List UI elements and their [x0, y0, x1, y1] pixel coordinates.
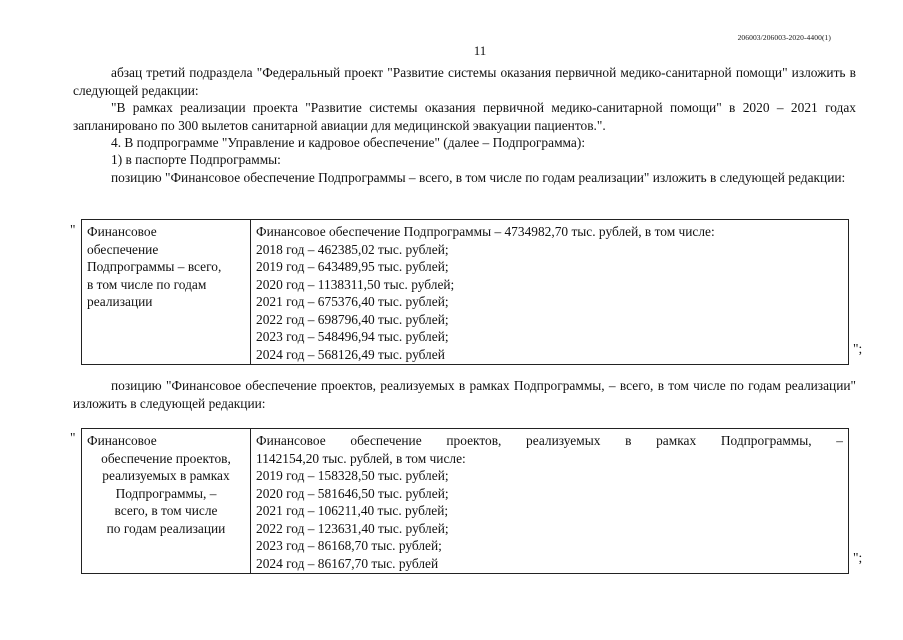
table2-year-line: 2021 год – 106211,40 тыс. рублей;	[256, 503, 449, 518]
table2-year-line: 2023 год – 86168,70 тыс. рублей;	[256, 538, 442, 553]
document-id: 206003/206003-2020-4400(1)	[737, 33, 831, 42]
table2-total-line: Финансовое обеспечение проектов, реализуемых в рамках Подпрограммы, –	[256, 433, 843, 448]
table1-label-line: Подпрограммы – всего,	[87, 259, 222, 274]
paragraph-quoted-text: "В рамках реализации проекта "Развитие системы оказания первичной медико-санитарной помощи" в 2020 – 2021 годах запланировано по 300 вылетов санитарной авиации для медицинской эвакуации пациентов.".	[73, 100, 856, 133]
table1-value-cell	[251, 220, 849, 365]
table2-label-line: по годам реализации	[106, 520, 226, 536]
table2-label-line: Финансовое	[87, 433, 157, 448]
table1-year-line: 2021 год – 675376,40 тыс. рублей;	[256, 294, 449, 309]
table1-label-line: обеспечение	[87, 241, 159, 257]
paragraph-passport-item: 1) в паспорте Подпрограммы:	[111, 152, 281, 167]
table2-year-line: 2024 год – 86167,70 тыс. рублей	[256, 555, 439, 571]
table1-year-line: 2019 год – 643489,95 тыс. рублей;	[256, 259, 449, 274]
table1-close-quote: ";	[853, 341, 863, 356]
financing-table-projects	[81, 428, 849, 574]
table1-year-line: 2023 год – 548496,94 тыс. рублей;	[256, 329, 449, 344]
table2-year-line: 2020 год – 581646,50 тыс. рублей;	[256, 485, 449, 501]
table2-label-cell	[82, 429, 251, 574]
table2-total-amount-line: 1142154,20 тыс. рублей, в том числе:	[256, 450, 466, 466]
table2-label-line: обеспечение проектов,	[101, 450, 231, 466]
table2-label-line: реализуемых в рамках	[102, 468, 230, 483]
table1-open-quote: "	[70, 222, 76, 237]
table-row	[82, 429, 849, 574]
table2-value-cell	[251, 429, 849, 574]
table-row	[82, 220, 849, 365]
table1-year-line: 2020 год – 1138311,50 тыс. рублей;	[256, 276, 455, 292]
table1-year-line: 2022 год – 698796,40 тыс. рублей;	[256, 311, 449, 327]
table1-year-line: 2024 год – 568126,49 тыс. рублей	[256, 346, 445, 362]
table1-label-cell	[82, 220, 251, 365]
financing-table-subprogram	[81, 219, 849, 365]
table1-label-line: в том числе по годам	[87, 276, 207, 292]
paragraph-subsection-amendment: абзац третий подраздела "Федеральный проект "Развитие системы оказания первичной медико-санитарной помощи" изложить в следующей редакции:	[73, 65, 856, 98]
table1-label-line: реализации	[87, 294, 153, 309]
table2-label-line: Подпрограммы, –	[115, 485, 217, 501]
table2-year-line: 2019 год – 158328,50 тыс. рублей;	[256, 468, 449, 483]
page-number: 11	[473, 43, 487, 58]
table2-year-line: 2022 год – 123631,40 тыс. рублей;	[256, 520, 449, 536]
table2-close-quote: ";	[853, 550, 863, 565]
paragraph-subprogram-heading: 4. В подпрограмме "Управление и кадровое обеспечение" (далее – Подпрограмма):	[111, 135, 586, 150]
paragraph-position-financing: позицию "Финансовое обеспечение Подпрограммы – всего, в том числе по годам реализации" изложить в следующей редакции:	[111, 170, 846, 185]
table2-open-quote: "	[70, 430, 76, 445]
table1-year-line: 2018 год – 462385,02 тыс. рублей;	[256, 241, 449, 257]
table1-label-line: Финансовое	[87, 224, 157, 239]
table1-total-line: Финансовое обеспечение Подпрограммы – 4734982,70 тыс. рублей, в том числе:	[256, 224, 715, 239]
paragraph-position-project-financing: позицию "Финансовое обеспечение проектов, реализуемых в рамках Подпрограммы, – всего, в том числе по годам реализации" изложить в следующей редакции:	[73, 378, 856, 411]
table2-label-line: всего, в том числе	[114, 503, 218, 518]
